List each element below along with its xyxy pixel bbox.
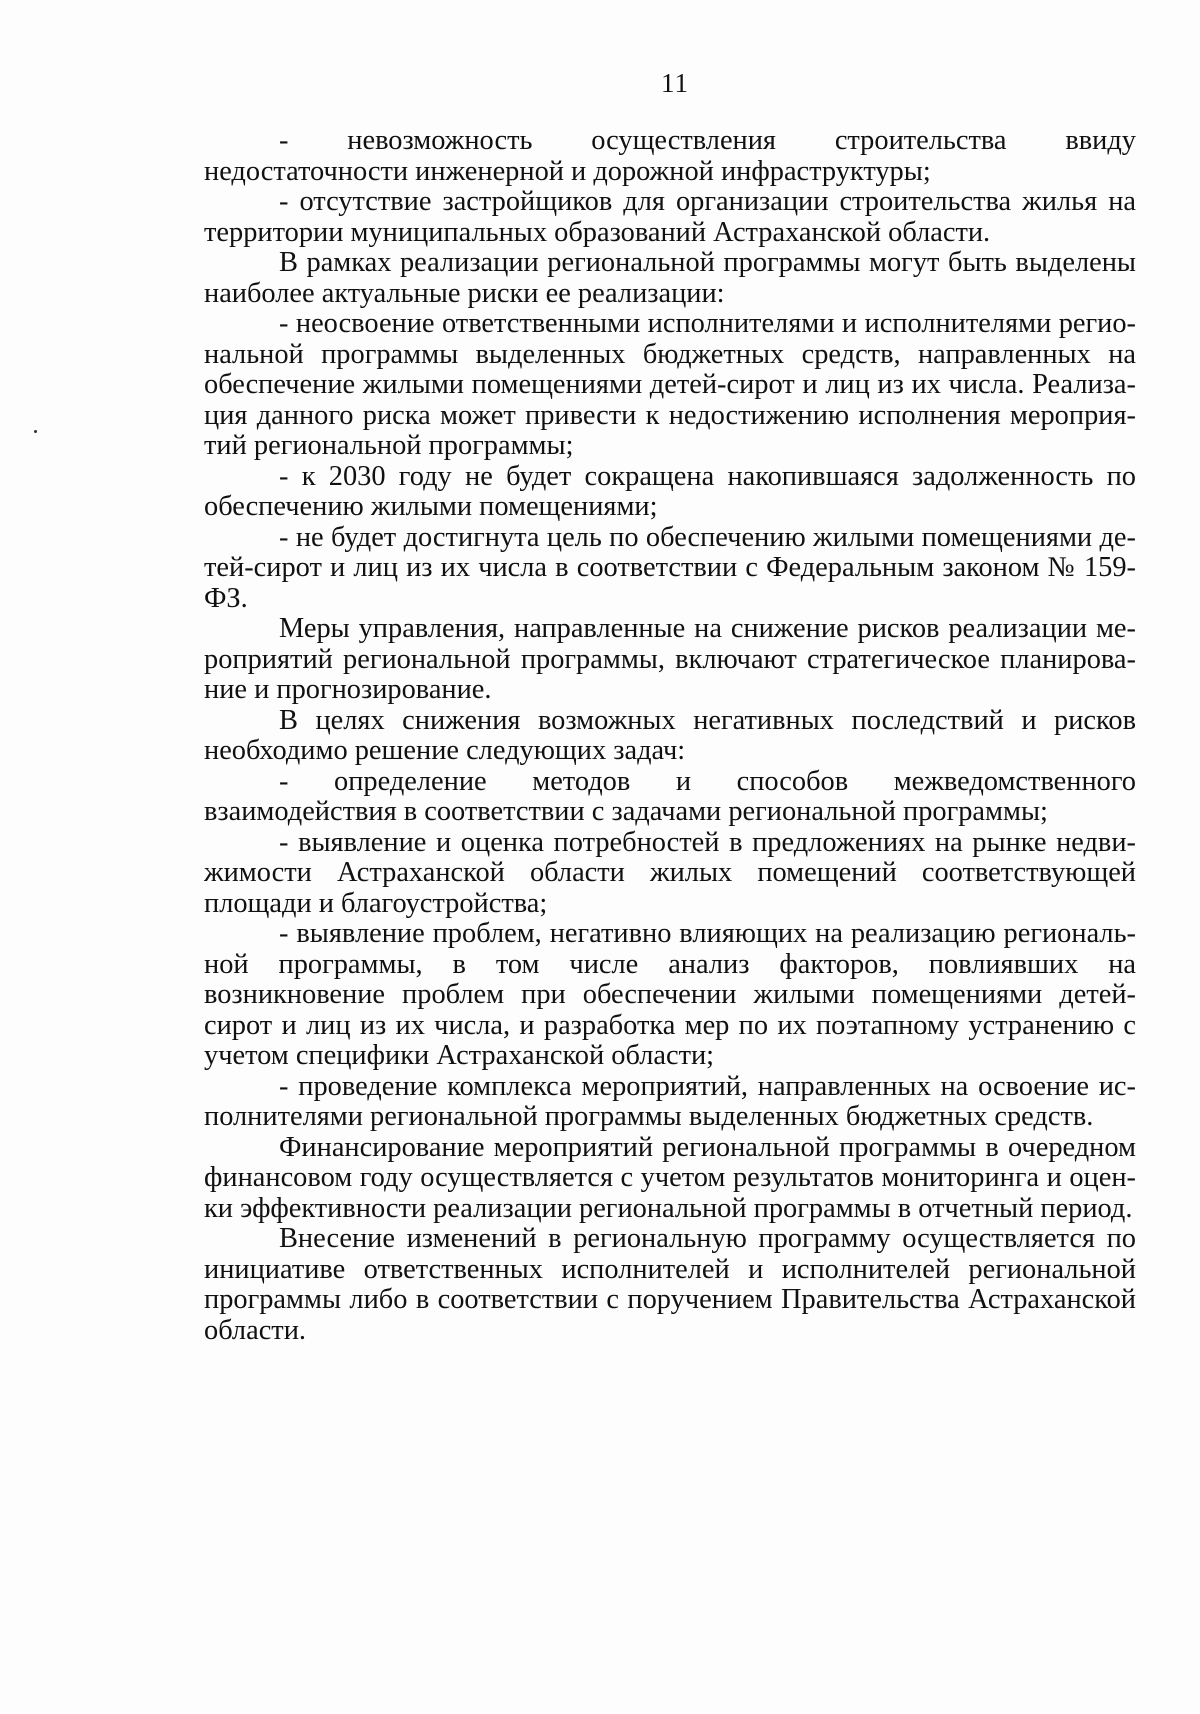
- paragraph-risks-intro: В рамках реализации региональной программы могут быть выделены наиболее актуальные риски ее реализации:: [204, 247, 1136, 309]
- paragraph-task-problems: - выявление проблем, негативно влияющих на реализацию региональной программы, в том числе анализ факторов, повлиявших на возникновение проблем при обеспечении жилыми помещениями детей-сирот и лиц из их числа, и разработка мер по их поэтапному устранению с учетом специфики Астраханской области;: [204, 918, 1136, 1071]
- paragraph-task-methods: - определение методов и способов межведомственного взаимодействия в соответствии с задачами региональной программы;: [204, 765, 1136, 827]
- paragraph-backlog-risk: - к 2030 году не будет сокращена накопившаяся задолженность по обеспечению жилыми помещениями;: [204, 460, 1136, 522]
- paragraph-management-measures: Меры управления, направленные на снижение рисков реализации мероприятий региональной программы, включают стратегическое планирование и прогнозирование.: [204, 613, 1136, 705]
- paragraph-infrastructure-risk: - невозможность осуществления строительства ввиду недостаточности инженерной и дорожной инфраструктуры;: [204, 125, 1136, 187]
- paragraph-financing: Финансирование мероприятий региональной программы в очередном финансовом году осуществляется с учетом результатов мониторинга и оценки эффективности реализации региональной программы в отчетный период.: [204, 1131, 1136, 1224]
- paragraph-tasks-intro: В целях снижения возможных негативных последствий и рисков необходимо решение следующих задач:: [204, 704, 1136, 766]
- body-text: [204, 126, 1136, 1346]
- paragraph-task-complex: - проведение комплекса мероприятий, направленных на освоение исполнителями региональной программы выделенных бюджетных средств.: [204, 1070, 1136, 1132]
- page-number: 11: [661, 68, 689, 98]
- paragraph-funds-risk: - неосвоение ответственными исполнителями и исполнителями региональной программы выделенных бюджетных средств, направленных на обеспечение жилыми помещениями детей-сирот и лиц из их числа. Реализация данного риска может привести к недостижению исполнения мероприятий региональной программы;: [204, 308, 1136, 461]
- paragraph-goal-risk: - не будет достигнута цель по обеспечению жилыми помещениями детей-сирот и лиц из их числа в соответствии с Федеральным законом № 159-ФЗ.: [204, 521, 1136, 614]
- paragraph-amendments: Внесение изменений в региональную программу осуществляется по инициативе ответственных исполнителей и исполнителей региональной программы либо в соответствии с поручением Правительства Астраханской области.: [204, 1223, 1136, 1346]
- paragraph-task-market: - выявление и оценка потребностей в предложениях на рынке недвижимости Астраханской области жилых помещений соответствующей площади и благоустройства;: [204, 826, 1136, 919]
- paragraph-developers-risk: - отсутствие застройщиков для организации строительства жилья на территории муниципальных образований Астраханской области.: [204, 186, 1136, 248]
- scan-speck: [34, 430, 37, 433]
